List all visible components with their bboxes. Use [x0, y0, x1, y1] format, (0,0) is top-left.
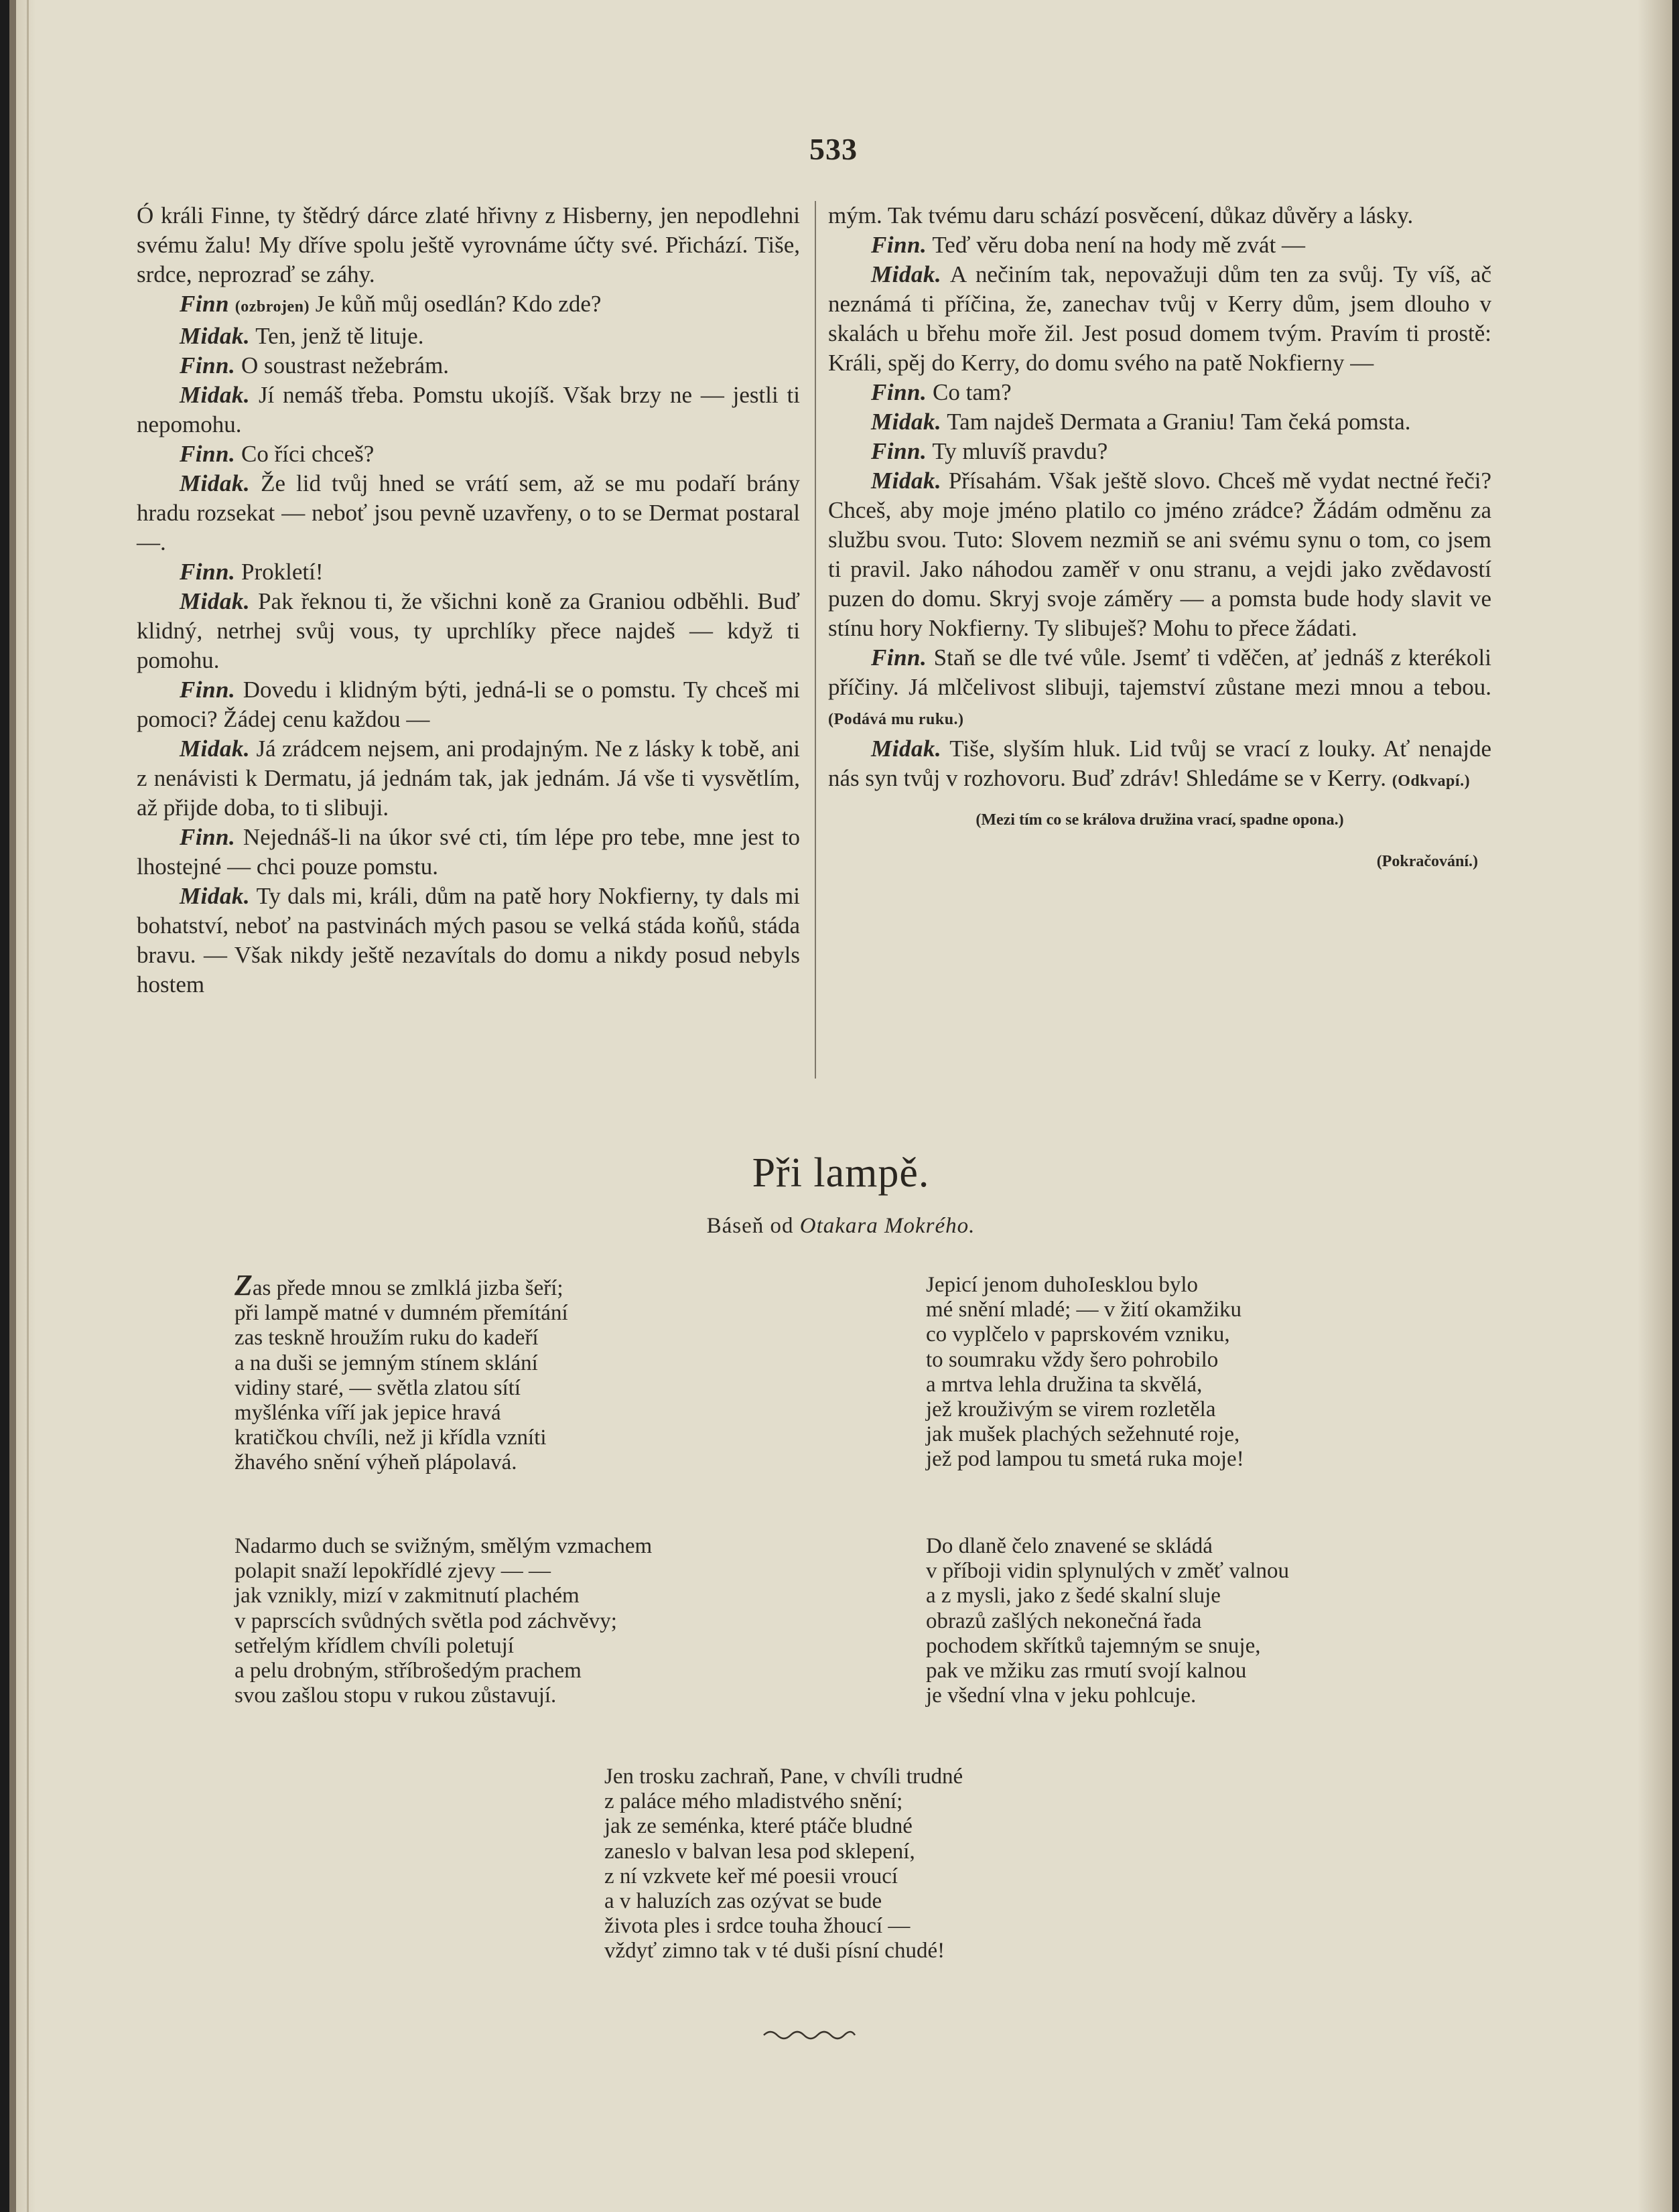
scanned-page: [9, 0, 1672, 2212]
page-edge-line: [27, 0, 29, 2212]
tilde-ornament-icon: [762, 2027, 856, 2043]
speaker-name: Finn: [180, 291, 229, 317]
speaker-name: Midak.: [871, 409, 942, 435]
dialogue-paragraph: [828, 734, 1491, 796]
poem-line: to soumraku vždy šero pohrobilo: [926, 1347, 1219, 1372]
dialogue-paragraph: [137, 289, 800, 322]
poem-line: jak mušek plachých sežehnuté roje,: [926, 1422, 1240, 1447]
poem-line: a na duši se jemným stínem sklání: [234, 1351, 538, 1375]
continued-note: (Pokračování.): [1376, 853, 1478, 870]
poem-byline: [9, 1214, 1672, 1239]
speaker-name: Midak.: [180, 736, 251, 762]
poem-stanza-4: [926, 1534, 1289, 1708]
poem-line: mé snění mladé; — v žití okamžiku: [926, 1298, 1242, 1322]
dialogue-text: Ty mluvíš pravdu?: [932, 438, 1108, 464]
speaker-name: Finn.: [180, 559, 236, 585]
speaker-name: Finn.: [180, 677, 236, 703]
speaker-name: Finn.: [871, 644, 927, 671]
drama-right-column: [828, 201, 1491, 876]
drop-cap: Z: [234, 1269, 253, 1302]
poem-stanza-3: [926, 1273, 1244, 1472]
column-divider: [815, 201, 816, 1079]
speaker-name: Finn.: [180, 352, 236, 378]
poem-line: zaneslo v balvan lesa pod sklepení,: [604, 1839, 915, 1864]
dialogue-text: Tiše, slyším hluk. Lid tvůj se vrací z louky. Ať nenajde nás syn tvůj v rozhovoru. Buď zdráv! Shledáme se v Kerry.: [828, 736, 1491, 791]
speaker-name: Midak.: [180, 470, 251, 496]
poem-line: žhavého snění výheň plápolavá.: [234, 1450, 517, 1475]
poem-line: jak ze seménka, které ptáče bludné: [604, 1814, 913, 1839]
dialogue-paragraph: [828, 407, 1491, 437]
stage-direction: (Odkvapí.): [1392, 772, 1471, 790]
dialogue-text: Teď věru doba není na hody mě zvát —: [932, 232, 1306, 258]
poem-title: Při lampě.: [752, 1150, 930, 1196]
poem-line: je všední vlna v jeku pohlcuje.: [926, 1683, 1197, 1708]
poem-line: jež krouživým se virem rozletěla: [926, 1397, 1216, 1422]
poem-line: a pelu drobným, stříbrošedým prachem: [234, 1659, 582, 1683]
poem-line: Nadarmo duch se svižným, smělým vzmachem: [234, 1534, 653, 1558]
dialogue-paragraph: [828, 230, 1491, 260]
poem-line: zas teskně hroužím ruku do kadeří: [234, 1326, 539, 1351]
book-spine-shadow: [9, 0, 16, 2212]
dialogue-text: O soustrast nežebrám.: [241, 352, 450, 378]
page-number: 533: [809, 132, 858, 166]
dialogue-text: mým. Tak tvému daru schází posvěcení, důkaz důvěry a lásky.: [828, 202, 1414, 228]
dialogue-paragraph: [137, 322, 800, 351]
dialogue-paragraph: [828, 378, 1491, 407]
dialogue-text: Je kůň můj osedlán? Kdo zde?: [315, 291, 602, 317]
dialogue-paragraph: [137, 557, 800, 587]
speaker-name: Midak.: [180, 382, 251, 408]
speaker-name: Midak.: [180, 883, 251, 909]
poem-line: z ní vzkvete keř mé poesii vroucí: [604, 1864, 898, 1888]
dialogue-paragraph: [828, 260, 1491, 378]
poem-stanza-5: [604, 1765, 963, 1964]
dialogue-paragraph: [137, 823, 800, 882]
dialogue-paragraph: [137, 201, 800, 289]
dialogue-paragraph: [137, 734, 800, 823]
poem-line: jež pod lampou tu smetá ruka moje!: [926, 1447, 1244, 1472]
poem-line: co vyplčelo v paprskovém vzniku,: [926, 1322, 1230, 1347]
dialogue-paragraph: [137, 381, 800, 439]
speaker-name: Finn.: [180, 824, 236, 850]
poem-line: setřelým křídlem chvíli poletují: [234, 1633, 514, 1658]
poem-line: z paláce mého mladistvého snění;: [604, 1789, 903, 1814]
dialogue-text: Dovedu i klidným býti, jedná-li se o pomstu. Ty chceš mi pomoci? Žádej cenu každou —: [137, 677, 800, 732]
speaker-name: Finn.: [871, 232, 927, 258]
poem-line: pochodem skřítků tajemným se snuje,: [926, 1633, 1261, 1658]
poem-line: vždyť zimno tak v té duši písní chudé!: [604, 1939, 945, 1963]
poem-line: a v haluzích zas ozývat se bude: [604, 1889, 882, 1914]
dialogue-paragraph: [137, 351, 800, 381]
poem-line: vidiny staré, — světla zlatou sítí: [234, 1375, 521, 1400]
poem-line: pak ve mžiku zas rmutí svojí kalnou: [926, 1659, 1247, 1683]
speaker-name: Finn.: [871, 438, 927, 464]
dialogue-text: A nečiním tak, nepovažuji dům ten za svůj. Ty víš, ač neznámá ti příčina, že, zanechav tvůj v Kerry dům, jsem dlouho v skalách u břehu moře žil. Jest posud domem tvým. Pravím ti prostě: Králi, spěj do Kerry, do domu svého na patě Nokfierny —: [828, 261, 1491, 376]
dialogue-paragraph: [137, 675, 800, 734]
dialogue-text: Jí nemáš třeba. Pomstu ukojíš. Však brzy ne — jestli ti nepomohu.: [137, 382, 800, 437]
dialogue-paragraph: [828, 466, 1491, 643]
speaker-name: Midak.: [871, 468, 942, 494]
dialogue-paragraph: [137, 439, 800, 469]
closing-stage-direction: (Mezi tím co se králova družina vrací, spadne opona.): [976, 811, 1344, 829]
dialogue-text: Ó králi Finne, ty štědrý dárce zlaté hřivny z Hisberny, jen nepodlehni svému žalu! My dříve spolu ještě vyrovnáme účty své. Přichází. Tiše, srdce, neprozraď se záhy.: [137, 202, 800, 287]
speaker-name: Midak.: [180, 588, 251, 614]
poem-line: Jepicí jenom duhoIesklou bylo: [926, 1273, 1199, 1297]
speaker-name: Finn.: [180, 441, 236, 467]
poem-line: svou zašlou stopu v rukou zůstavují.: [234, 1683, 557, 1708]
dialogue-paragraph: [828, 437, 1491, 466]
poem-line-text: as přede mnou se zmlklá jizba šeří;: [252, 1276, 563, 1300]
dialogue-text: Já zrádcem nejsem, ani prodajným. Ne z lásky k tobě, ani z nenávisti k Dermatu, já jednám tak, jak jednám. Já vše ti vysvětlím, až přijde doba, to ti slibuji.: [137, 736, 801, 821]
dialogue-text: Tam najdeš Dermata a Graniu! Tam čeká pomsta.: [947, 409, 1411, 435]
stage-direction: (ozbrojen): [234, 298, 310, 316]
speaker-name: Midak.: [871, 261, 942, 287]
stage-direction: (Podává mu ruku.): [828, 711, 964, 728]
poem-line: a mrtva lehla družina ta skvělá,: [926, 1372, 1203, 1397]
dialogue-text: Přísahám. Však ještě slovo. Chceš mě vydat nectné řeči? Chceš, aby moje jméno platilo co jméno zrádce? Žádám odměnu za službu svou. Tuto: Slovem nezmiň se ani svému synu o tom, co jsem ti pravil. Jako náhodou zaměř v onu stranu, a vejdi jako zvědavostí puzen do domu. Skryj svoje záměry — a pomsta bude hody slavit ve stínu hory Nokfierny. Ty slibuješ? Mohu to přece žádati.: [828, 468, 1492, 641]
dialogue-paragraph: [828, 643, 1491, 734]
poem-line: kratičkou chvíli, než ji křídla vzníti: [234, 1426, 547, 1450]
poem-line: Do dlaně čelo znavené se skládá: [926, 1534, 1213, 1558]
dialogue-text: Pak řeknou ti, že všichni koně za Graniou odběhli. Buď klidný, netrhej svůj vous, ty uprchlíky přece najdeš — když ti pomohu.: [137, 588, 800, 673]
speaker-name: Midak.: [871, 736, 942, 762]
poem-line: [234, 1269, 568, 1302]
dialogue-text: Prokletí!: [241, 559, 324, 585]
poem-line: polapit snaží lepokřídlé zjevy — —: [234, 1559, 551, 1584]
byline-prefix: Báseň od: [706, 1214, 794, 1238]
dialogue-text: Nejednáš-li na úkor své cti, tím lépe pro tebe, mne jest to lhostejné — chci pouze pomstu.: [137, 824, 800, 880]
poem-line: jak vznikly, mizí v zakmitnutí plachém: [234, 1584, 580, 1608]
poem-author: Otakara Mokrého.: [799, 1214, 976, 1238]
dialogue-paragraph: [137, 469, 800, 557]
poem-line: při lampě matné v dumném přemítání: [234, 1301, 568, 1326]
poem-stanza-2: [234, 1534, 652, 1708]
poem-line: obrazů zašlých nekonečná řada: [926, 1608, 1202, 1633]
dialogue-text: Že lid tvůj hned se vrátí sem, až se mu podaří brány hradu rozsekat — neboť jsou pevně uzavřeny, o to se Dermat postaral —.: [137, 470, 801, 555]
poem-line: v příboji vidin splynulých v změť valnou: [926, 1559, 1290, 1584]
dialogue-text: Staň se dle tvé vůle. Jsemť ti vděčen, ať jednáš z kterékoli příčiny. Já mlčelivost slibuji, tajemství zůstane mezi mnou a tebou.: [828, 644, 1492, 700]
poem-line: v paprscích svůdných světla pod záchvěvy;: [234, 1608, 617, 1633]
poem-line: života ples i srdce touha žhoucí —: [604, 1914, 911, 1939]
dialogue-paragraph: [137, 882, 800, 999]
poem-line: a z mysli, jako z šedé skalní sluje: [926, 1584, 1221, 1608]
dialogue-paragraph: [137, 587, 800, 675]
dialogue-text: Ten, jenž tě lituje.: [255, 323, 424, 349]
speaker-name: Midak.: [180, 323, 251, 349]
poem-line: Jen trosku zachraň, Pane, v chvíli trudné: [604, 1765, 963, 1789]
dialogue-text: Co tam?: [933, 379, 1012, 405]
drama-left-column: [137, 201, 800, 999]
speaker-name: Finn.: [871, 379, 927, 405]
poem-line: myšlénka víří jak jepice hravá: [234, 1401, 501, 1426]
dialogue-paragraph: [828, 201, 1491, 230]
dialogue-text: Ty dals mi, králi, dům na patě hory Nokfierny, ty dals mi bohatství, neboť na pastvinách mých pasou se velká stáda koňů, stáda bravu. — Však nikdy ještě nezavítals do domu a nikdy posud nebyls hostem: [137, 883, 800, 997]
dialogue-text: Co říci chceš?: [241, 441, 375, 467]
poem-stanza-1: [234, 1269, 568, 1476]
